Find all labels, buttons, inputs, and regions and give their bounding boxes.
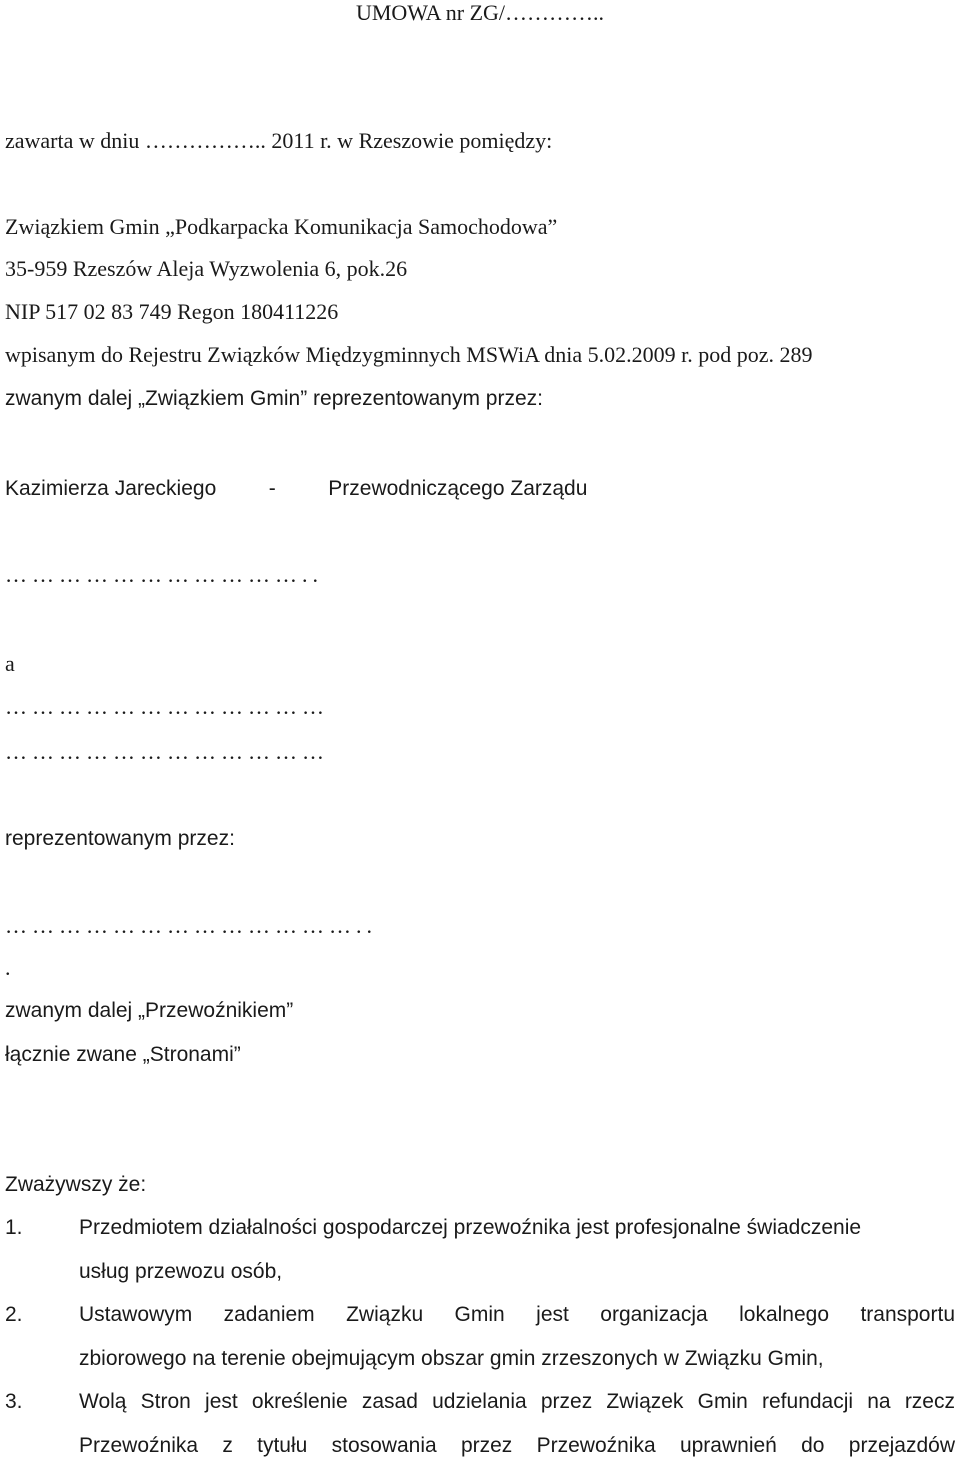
item-text-line2: usług przewozu osób, <box>79 1260 283 1283</box>
and-line: a <box>5 651 15 676</box>
party1-nip: NIP 517 02 83 749 Regon 180411226 <box>5 299 339 324</box>
item-text-line1: Wolą Stron jest określenie zasad udzielania przez Związek Gmin refundacji na rzecz <box>79 1390 955 1413</box>
party1-address: 35-959 Rzeszów Aleja Wyzwolenia 6, pok.26 <box>5 256 408 281</box>
dots-line-3: ……………………………… <box>5 739 329 764</box>
concluded-line: zawarta w dniu …………….. 2011 r. w Rzeszowie pomiędzy: <box>5 128 553 153</box>
list-item <box>5 1389 955 1459</box>
item-text-line1: Przedmiotem działalności gospodarczej przewoźnika jest profesjonalne świadczenie <box>79 1216 862 1239</box>
party1-registry: wpisanym do Rejestru Związków Międzygminnych MSWiA dnia 5.02.2009 r. pod poz. 289 <box>5 342 813 367</box>
contract-title: UMOWA nr ZG/………….. <box>355 0 605 25</box>
item-text-line2: zbiorowego na terenie obejmującym obszar gmin zrzeszonych w Związku Gmin, <box>79 1347 824 1370</box>
party1-representative: Kazimierza Jareckiego - Przewodniczącego Zarządu <box>5 477 588 500</box>
item-number: 1. <box>5 1216 23 1239</box>
item-text-line1: Ustawowym zadaniem Związku Gmin jest organizacja lokalnego transportu <box>79 1303 955 1326</box>
dots-line-1: …………………………….. <box>5 562 323 587</box>
whereas-heading: Zważywszy że: <box>5 1173 147 1196</box>
item-number: 3. <box>5 1390 23 1413</box>
item-number: 2. <box>5 1303 23 1326</box>
dots-line-4: ………………………………….. <box>5 913 377 938</box>
list-item <box>5 1215 955 1295</box>
called-carrier: zwanym dalej „Przewoźnikiem” <box>5 999 294 1022</box>
represented-by: reprezentowanym przez: <box>5 827 235 850</box>
party1-called: zwanym dalej „Związkiem Gmin” reprezentowanym przez: <box>5 387 543 410</box>
dot-line: . <box>5 955 11 980</box>
dots-line-2: ……………………………… <box>5 694 329 719</box>
item-text-line2: Przewoźnika z tytułu stosowania przez Przewoźnika uprawnień do przejazdów <box>79 1434 955 1457</box>
list-item <box>5 1302 955 1382</box>
party1-name: Związkiem Gmin „Podkarpacka Komunikacja Samochodowa” <box>5 214 558 239</box>
jointly-parties: łącznie zwane „Stronami” <box>5 1043 241 1066</box>
